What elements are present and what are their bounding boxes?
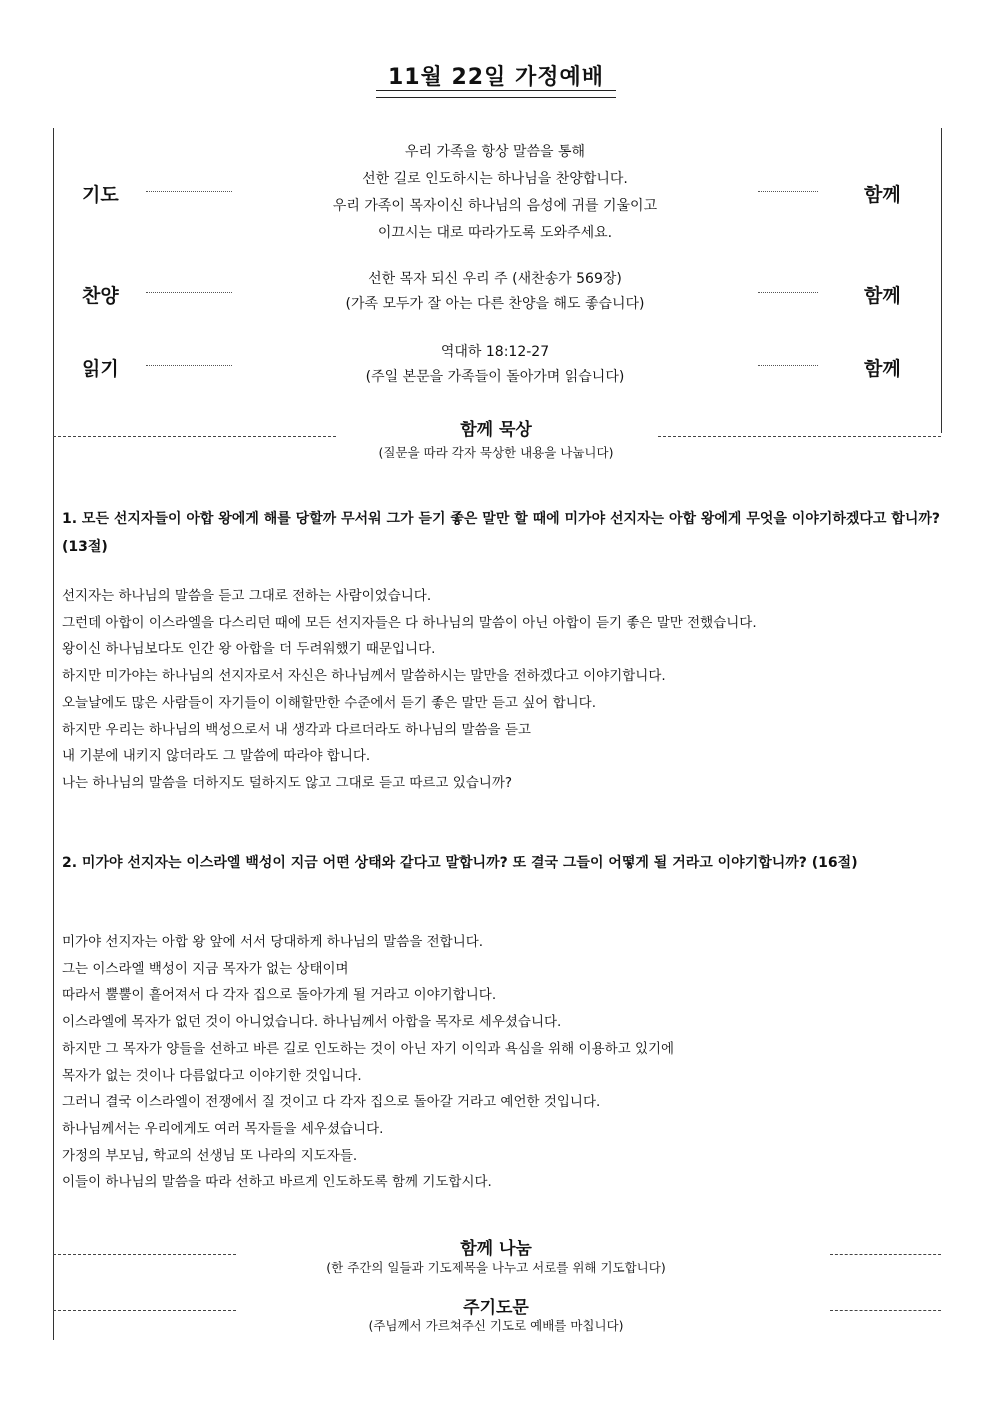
answer-line: 가정의 부모님, 학교의 선생님 또 나라의 지도자들. — [62, 1147, 358, 1164]
answer-line: 따라서 뿔뿔이 흩어져서 다 각자 집으로 돌아가게 될 거라고 이야기합니다. — [62, 987, 497, 1004]
prayer-line: 선한 길로 인도하시는 하나님을 찬양합니다. — [362, 171, 628, 187]
order-label-prayer: 기도 — [82, 184, 119, 206]
prayer-line: 우리 가족을 항상 말씀을 통해 — [404, 144, 586, 160]
lords-prayer-subtitle: (주님께서 가르쳐주신 기도로 예배를 마칩니다) — [368, 1318, 624, 1333]
answer-2 — [62, 929, 942, 1196]
meditation-title: 함께 묵상 — [460, 420, 532, 440]
order-label-hymn: 찬양 — [82, 285, 119, 307]
lords-prayer-title: 주기도문 — [463, 1298, 529, 1318]
prayer-text — [240, 139, 750, 247]
question-2: 2. 미가야 선지자는 이스라엘 백성이 지금 어떤 상태와 같다고 말합니까? 또 결국 그들이 어떻게 될 거라고 이야기합니까? (16절) — [62, 855, 858, 871]
prayer-line: 이끄시는 대로 따라가도록 도와주세요. — [377, 225, 613, 241]
answer-line: 하지만 미가야는 하나님의 선지자로서 자신은 하나님께서 말씀하시는 말만을 전하겠다고 이야기합니다. — [62, 668, 666, 685]
answer-line: 그러니 결국 이스라엘이 전쟁에서 질 것이고 다 각자 집으로 돌아갈 거라고 예언한 것입니다. — [62, 1094, 601, 1111]
answer-line: 오늘날에도 많은 사람들이 자기들이 이해할만한 수준에서 듣기 좋은 말만 듣고 싶어 합니다. — [62, 694, 597, 711]
answer-line: 미가야 선지자는 아합 왕 앞에 서서 당대하게 하나님의 말씀을 전합니다. — [62, 934, 484, 950]
order-right-hymn: 함께 — [864, 285, 901, 307]
hymn-text — [240, 266, 750, 315]
answer-line: 그런데 아합이 이스라엘을 다스리던 때에 모든 선지자들은 다 하나님의 말씀이 아닌 아합이 듣기 좋은 말만 전했습니다. — [62, 614, 757, 631]
answer-line: 나는 하나님의 말씀을 더하지도 덜하지도 않고 그대로 듣고 따르고 있습니까? — [62, 774, 513, 791]
answer-line: 내 기분에 내키지 않더라도 그 말씀에 따라야 합니다. — [62, 748, 371, 765]
answer-line: 하지만 그 목자가 양들을 선하고 바른 길로 인도하는 것이 아닌 자기 이익과 욕심을 위해 이용하고 있기에 — [62, 1040, 675, 1057]
reading-text — [240, 339, 750, 388]
title-double-rule — [376, 90, 616, 98]
leader-dots — [146, 191, 232, 192]
leader-dots — [146, 292, 232, 293]
leader-dots — [146, 365, 232, 366]
leader-dots — [758, 191, 818, 192]
answer-line: 하나님께서는 우리에게도 여러 목자들을 세우셨습니다. — [62, 1120, 384, 1137]
answer-line: 하지만 우리는 하나님의 백성으로서 내 생각과 다르더라도 하나님의 말씀을 듣고 — [62, 721, 531, 738]
hymn-title: 선한 목자 되신 우리 주 (새찬송가 569장) — [368, 271, 622, 287]
answer-line: 이스라엘에 목자가 없던 것이 아니었습니다. 하나님께서 아합을 목자로 세우셨습니다. — [62, 1014, 562, 1031]
section-divider-right — [658, 436, 941, 437]
order-right-prayer: 함께 — [864, 184, 901, 206]
meditation-subtitle: (질문을 따라 각자 묵상한 내용을 나눕니다) — [378, 445, 614, 460]
section-divider-right — [830, 1310, 941, 1311]
page-title: 11월 22일 가정예배 — [387, 65, 605, 90]
hymn-note: (가족 모두가 잘 아는 다른 찬양을 해도 좋습니다) — [345, 296, 645, 312]
reading-note: (주일 본문을 가족들이 돌아가며 읽습니다) — [365, 369, 625, 385]
answer-line: 목자가 없는 것이나 다름없다고 이야기한 것입니다. — [62, 1067, 362, 1084]
sharing-subtitle: (한 주간의 일들과 기도제목을 나누고 서로를 위해 기도합니다) — [326, 1260, 666, 1275]
order-right-reading: 함께 — [864, 358, 901, 380]
answer-line: 왕이신 하나님보다도 인간 왕 아합을 더 두려워했기 때문입니다. — [62, 641, 436, 658]
section-divider-right — [830, 1254, 941, 1255]
right-frame-line — [941, 128, 942, 433]
leader-dots — [758, 365, 818, 366]
order-label-reading: 읽기 — [82, 358, 119, 380]
reading-passage: 역대하 18:12-27 — [440, 344, 550, 360]
leader-dots — [758, 292, 818, 293]
answer-1 — [62, 583, 942, 797]
answer-line: 선지자는 하나님의 말씀을 듣고 그대로 전하는 사람이었습니다. — [62, 588, 432, 604]
question-1: 1. 모든 선지자들이 아합 왕에게 해를 당할까 무서워 그가 듣기 좋은 말만 할 때에 미가야 선지자는 아합 왕에게 무엇을 이야기하겠다고 합니까? (13절) — [62, 511, 941, 555]
prayer-line: 우리 가족이 목자이신 하나님의 음성에 귀를 기울이고 — [332, 198, 658, 214]
answer-line: 그는 이스라엘 백성이 지금 목자가 없는 상태이며 — [62, 960, 349, 977]
answer-line: 이들이 하나님의 말씀을 따라 선하고 바르게 인도하도록 함께 기도합시다. — [62, 1174, 492, 1191]
sharing-title: 함께 나눔 — [460, 1239, 532, 1259]
left-frame-line — [53, 128, 54, 1340]
